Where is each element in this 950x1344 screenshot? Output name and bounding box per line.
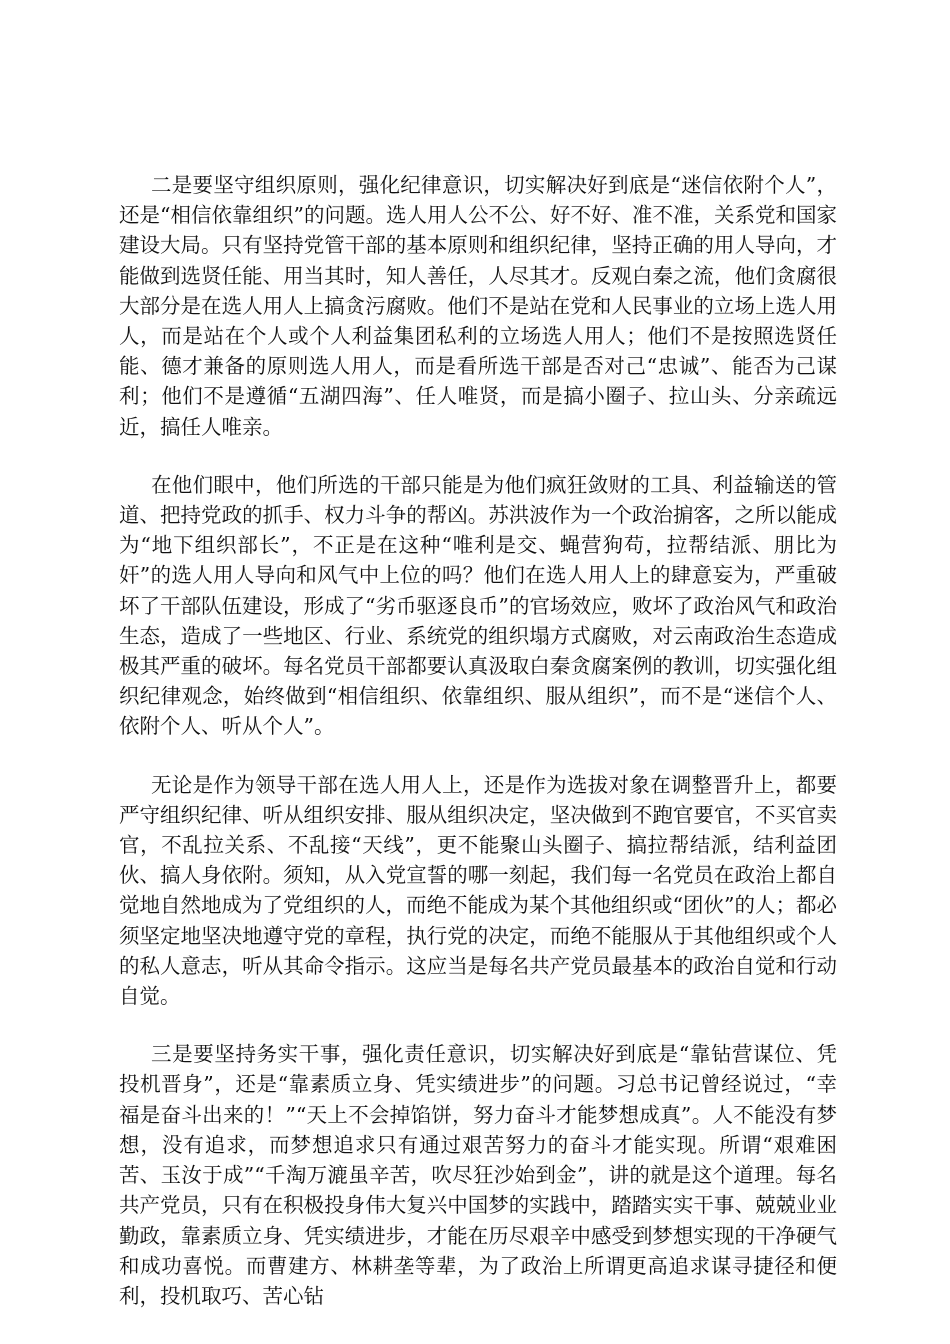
- paragraph-organizational-discipline: 无论是作为领导干部在选人用人上，还是作为选拔对象在调整晋升上，都要严守组织纪律、听从组织安排、服从组织决定，坚决做到不跑官要官，不买官卖官，不乱拉关系、不乱接“天线”，更不能聚山头圈子、搞拉帮结派，结利益团伙、搞人身依附。须知，从入党宣誓的哪一刻起，我们每一名党员在政治上都自觉地自然地成为了党组织的人，而绝不能成为某个其他组织或“团伙”的人；都必须坚定地坚决地遵守党的章程，执行党的决定，而绝不能服从于其他组织或个人的私人意志，听从其命令指示。这应当是每名共产党员最基本的政治自觉和行动自觉。: [119, 772, 837, 1009]
- paragraph-practical-work: 三是要坚持务实干事，强化责任意识，切实解决好到底是“靠钻营谋位、凭投机晋身”，还是“靠素质立身、凭实绩进步”的问题。习总书记曾经说过，“幸福是奋斗出来的！”“天上不会掉馅饼，努力奋斗才能梦想成真”。人不能没有梦想，没有追求，而梦想追求只有通过艰苦努力的奋斗才能实现。所谓“艰难困苦、玉汝于成”“千淘万漉虽辛苦，吹尽狂沙始到金”，讲的就是这个道理。每名共产党员，只有在积极投身伟大复兴中国梦的实践中，踏踏实实干事、兢兢业业勤政，靠素质立身、凭实绩进步，才能在历尽艰辛中感受到梦想实现的干净硬气和成功喜悦。而曹建方、林耕垄等辈，为了政治上所谓更高追求谋寻捷径和便利，投机取巧、苦心钻: [119, 1042, 837, 1308]
- paragraph-organization-principle: 二是要坚守组织原则，强化纪律意识，切实解决好到底是“迷信依附个人”，还是“相信依靠组织”的问题。选人用人公不公、好不好、准不准，关系党和国家建设大局。只有坚持党管干部的基本原则和组织纪律，坚持正确的用人导向，才能做到选贤任能、用当其时，知人善任，人尽其才。反观白秦之流，他们贪腐很大部分是在选人用人上搞贪污腐败。他们不是站在党和人民事业的立场上选人用人，而是站在个人或个人利益集团私利的立场选人用人；他们不是按照选贤任能、德才兼备的原则选人用人，而是看所选干部是否对己“忠诚”、能否为己谋利；他们不是遵循“五湖四海”、任人唯贤，而是搞小圈子、拉山头、分亲疏远近，搞任人唯亲。: [119, 173, 837, 439]
- paragraph-cadre-selection: 在他们眼中，他们所选的干部只能是为他们疯狂敛财的工具、利益输送的管道、把持党政的抓手、权力斗争的帮凶。苏洪波作为一个政治掮客，之所以能成为“地下组织部长”，不正是在这种“唯利是交、蝇营狗苟，拉帮结派、朋比为奸”的选人用人导向和风气中上位的吗？他们在选人用人上的肆意妄为，严重破坏了干部队伍建设，形成了“劣币驱逐良币”的官场效应，败坏了政治风气和政治生态，造成了一些地区、行业、系统党的组织塌方式腐败，对云南政治生态造成极其严重的破坏。每名党员干部都要认真汲取白秦贪腐案例的教训，切实强化组织纪律观念，始终做到“相信组织、依靠组织、服从组织”，而不是“迷信个人、依附个人、听从个人”。: [119, 472, 837, 739]
- document-body: [119, 170, 837, 1339]
